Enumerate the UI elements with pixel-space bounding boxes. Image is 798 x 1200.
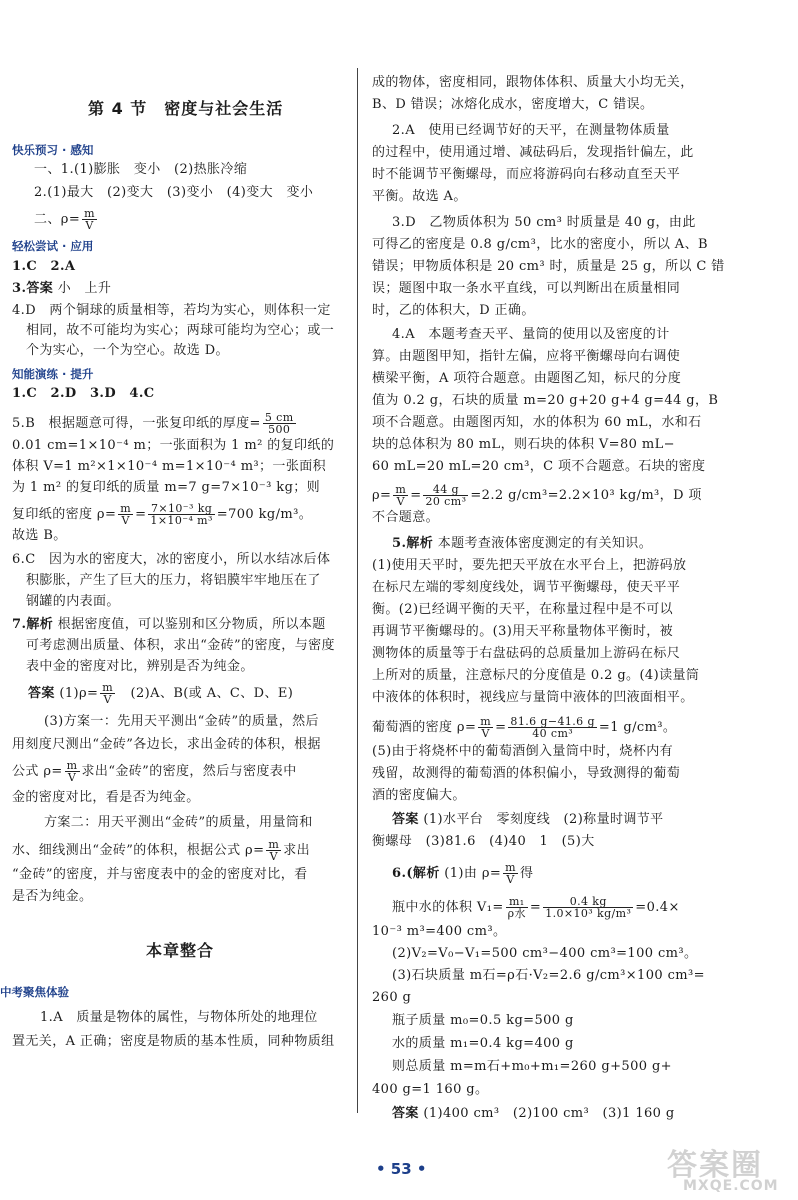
line: 1.C 2.D 3.D 4.C xyxy=(12,386,155,401)
line: 60 mL=20 mL=20 cm³，C 项不合题意。石块的密度 xyxy=(372,459,706,474)
watermark-logo xyxy=(665,1140,793,1198)
answer-label: 答案 xyxy=(28,686,55,701)
denominator: 40 cm³ xyxy=(532,727,574,740)
fraction xyxy=(266,839,281,862)
text: = xyxy=(410,488,422,503)
text: 水、细线测出“金砖”的体积，根据公式 ρ= xyxy=(12,843,265,858)
denominator: ρ水 xyxy=(507,907,526,920)
line: 横梁平衡，A 项符合题意。由题图乙知，标尺的分度 xyxy=(372,371,682,386)
line: 个为实心，一个为空心。故选 D。 xyxy=(26,343,229,358)
line: 金的密度对比，看是否为纯金。 xyxy=(12,790,200,805)
line: 260 g xyxy=(372,990,412,1005)
line: 4.A 本题考查天平、量筒的使用以及密度的计 xyxy=(392,327,670,342)
line: 6.C 因为水的密度大，冰的密度小，所以水结冰后体 xyxy=(12,552,331,567)
numerator: 7×10⁻³ kg xyxy=(148,503,214,515)
denominator: V xyxy=(506,873,515,886)
fraction xyxy=(148,503,214,526)
denominator: V xyxy=(103,693,112,706)
line: 方案二：用天平测出“金砖”的质量，用量筒和 xyxy=(44,815,313,830)
numerator: 44 g xyxy=(423,484,468,496)
line: 的过程中，使用通过增、减砝码后，发现指针偏左，此 xyxy=(372,145,694,160)
answer-label: 答案 xyxy=(392,1106,419,1121)
line: 相同，故不可能均为实心；两球可能均为空心；或一 xyxy=(26,323,335,338)
line: 用刻度尺测出“金砖”各边长，求出金砖的体积，根据 xyxy=(12,737,321,752)
numerator: m xyxy=(84,207,95,220)
numerator: m xyxy=(395,483,407,496)
text: 3. xyxy=(12,281,27,296)
line xyxy=(372,484,702,507)
line: 瓶子质量 m₀=0.5 kg=500 g xyxy=(392,1013,574,1028)
text: (1)由 ρ= xyxy=(439,866,502,881)
numerator: m xyxy=(120,502,132,515)
text: 瓶中水的体积 V₁= xyxy=(392,900,504,915)
text: (1)400 cm³ (2)100 cm³ (3)1 160 g xyxy=(418,1106,675,1121)
line xyxy=(12,281,111,297)
fraction xyxy=(393,484,408,507)
denominator: V xyxy=(85,219,94,232)
line xyxy=(12,760,297,783)
line: 时不能调节平衡螺母，而应将游码向右移动直至天平 xyxy=(372,167,681,182)
text: = xyxy=(495,720,507,735)
tag-preview: 快乐预习 · 感知 xyxy=(12,143,94,157)
formula-line xyxy=(34,208,99,231)
line: 成的物体，密度相同，跟物体体积、质量大小均无关， xyxy=(372,75,694,90)
analysis-label: 5.解析 xyxy=(392,536,434,551)
line: 中液体的体积时，视线应与量筒中液体的凹液面相平。 xyxy=(372,690,694,705)
text: 公式 ρ= xyxy=(12,764,63,779)
line: 残留，故测得的葡萄酒的体积偏小，导致测得的葡萄 xyxy=(372,766,681,781)
line: 可得乙的密度是 0.8 g/cm³，比水的密度小，所以 A、B xyxy=(372,237,708,252)
line: 上所对的质量，注意标尺的分度值是 0.2 g。(4)读量筒 xyxy=(372,668,700,683)
text: (1)水平台 零刻度线 (2)称量时调节平 xyxy=(418,812,664,827)
fraction xyxy=(263,412,296,435)
denominator: V xyxy=(67,771,77,784)
line: 400 g=1 160 g。 xyxy=(372,1082,489,1097)
line: 平衡。故选 A。 xyxy=(372,189,467,204)
text: 小 上升 xyxy=(53,281,112,296)
denominator: V xyxy=(481,727,490,740)
denominator: V xyxy=(269,850,278,863)
numerator: m xyxy=(480,715,492,728)
watermark-url: MXQE.COM xyxy=(683,1178,779,1194)
denominator: V xyxy=(121,514,130,527)
fraction xyxy=(506,896,528,919)
answer-label: 答案 xyxy=(26,281,54,296)
fraction xyxy=(65,760,80,783)
line: B、D 错误；冰熔化成水，密度增大，C 错误。 xyxy=(372,97,654,112)
text: 根据密度值，可以鉴别和区分物质，所以本题 xyxy=(53,617,326,632)
line: 为 1 m² 的复印纸的质量 m=7 g=7×10⁻³ kg；则 xyxy=(12,480,321,495)
text: =2.2 g/cm³=2.2×10³ kg/m³，D 项 xyxy=(470,488,702,503)
line: (2)V₂=V₀−V₁=500 cm³−400 cm³=100 cm³。 xyxy=(392,946,698,961)
line: 再调节平衡螺母的。(3)用天平称量物体平衡时，被 xyxy=(372,624,674,639)
text: 本题考查液体密度测定的有关知识。 xyxy=(433,536,653,551)
line: 则总质量 m=m石+m₀+m₁=260 g+500 g+ xyxy=(392,1059,672,1074)
text: 求出“金砖”的密度，然后与密度表中 xyxy=(81,764,297,779)
text: = xyxy=(529,900,542,915)
tag-exam: 中考聚焦体验 xyxy=(0,985,69,999)
line xyxy=(12,617,326,633)
right-column xyxy=(360,0,798,1140)
line: 误；题图中取一条水平直线，可以判断出在质量相同 xyxy=(372,281,681,296)
text: =0.4× xyxy=(635,900,680,915)
line: 钢罐的内表面。 xyxy=(26,594,120,609)
line: 值为 0.2 g，石块的质量 m=20 g+20 g+4 g=44 g，B xyxy=(372,393,719,408)
line xyxy=(392,862,533,885)
left-column xyxy=(0,0,357,1140)
line: 1.A 质量是物体的属性，与物体所处的地理位 xyxy=(40,1010,318,1025)
numerator: m xyxy=(268,838,280,851)
line xyxy=(392,536,652,552)
numerator: m xyxy=(66,759,78,772)
text: ρ= xyxy=(372,488,392,503)
tag-trial: 轻松尝试 · 应用 xyxy=(12,239,94,253)
text: 二、ρ= xyxy=(34,212,81,227)
text: (1)ρ= xyxy=(54,686,99,701)
line: (5)由于将烧杯中的葡萄酒倒入量筒中时，烧杯内有 xyxy=(372,744,674,759)
numerator: m xyxy=(102,681,114,694)
line: 4.D 两个铜球的质量相等，若均为实心，则体积一定 xyxy=(12,303,331,318)
line: 水的质量 m₁=0.4 kg=400 g xyxy=(392,1036,574,1051)
numerator: 5 cm xyxy=(264,411,294,424)
line: 测物体的质量等于右盘砝码的总质量加上游码在标尺 xyxy=(372,646,681,661)
line xyxy=(392,896,680,919)
line xyxy=(12,412,298,435)
watermark-text: 答案圈 xyxy=(667,1148,763,1183)
line: 复印纸的密度 ρ= $\frac{m}{V}$ = $\frac{\text{7×10⁻³ kg}}{\text{1×10⁻⁴ m³}}$ =700 kg/m³。 xyxy=(12,502,313,527)
text: 葡萄酒的密度 ρ= xyxy=(372,720,477,735)
line: 积膨胀，产生了巨大的压力，将铝膜牢牢地压在了 xyxy=(26,573,321,588)
line: 是否为纯金。 xyxy=(12,889,93,904)
fraction xyxy=(543,896,633,919)
line: 可考虑测出质量、体积，求出“金砖”的密度，与密度 xyxy=(26,638,335,653)
line xyxy=(372,716,676,739)
analysis-label: 6.(解析 xyxy=(392,866,440,881)
text: =700 kg/m³。 xyxy=(216,507,313,522)
numerator: 81.6 g−41.6 g xyxy=(510,715,595,728)
line: “金砖”的密度，并与密度表中的金的密度对比，看 xyxy=(12,867,308,882)
text: 得 xyxy=(520,866,534,881)
denominator: 1.0×10³ kg/m³ xyxy=(545,907,632,920)
line: 算。由题图甲知，指针左偏，应将平衡螺母向右调使 xyxy=(372,349,681,364)
line: 在标尺左端的零刻度线处，调节平衡螺母，使天平平 xyxy=(372,580,681,595)
numerator: m₁ xyxy=(506,896,528,908)
line: (3)方案一：先用天平测出“金砖”的质量，然后 xyxy=(44,714,319,729)
line xyxy=(12,839,310,862)
line: 项不合题意。由题图丙知，水的体积为 60 mL，水和石 xyxy=(372,415,702,430)
line: 衡螺母 (3)81.6 (4)40 1 (5)大 xyxy=(372,834,595,849)
line: 故选 B。 xyxy=(12,528,67,543)
numerator: m xyxy=(505,861,516,874)
fraction xyxy=(508,716,596,739)
line: 10⁻³ m³=400 cm³。 xyxy=(372,924,507,939)
tag-practice: 知能演练 · 提升 xyxy=(12,367,94,381)
line: 表中金的密度对比，辨别是否为纯金。 xyxy=(26,659,254,674)
fraction xyxy=(100,682,115,705)
line: 酒的密度偏大。 xyxy=(372,788,466,803)
line: (3)石块质量 m石=ρ石·V₂=2.6 g/cm³×100 cm³= xyxy=(392,968,705,983)
line: 0.01 cm=1×10⁻⁴ m；一张面积为 1 m² 的复印纸的 xyxy=(12,438,335,453)
line: 衡。(2)已经调平衡的天平，在称量过程中是不可以 xyxy=(372,602,674,617)
page-number: • 53 • xyxy=(376,1160,427,1178)
line: 一、1.(1)膨胀 变小 (2)热胀冷缩 xyxy=(34,162,248,177)
chapter-title: 本章整合 xyxy=(146,941,215,960)
denominator: 20 cm³ xyxy=(425,495,467,508)
text: 求出 xyxy=(283,843,311,858)
line: 2.(1)最大 (2)变大 (3)变小 (4)变大 变小 xyxy=(34,185,314,200)
fraction xyxy=(118,503,133,526)
line: 置无关，A 正确；密度是物质的基本性质，同种物质组 xyxy=(12,1034,335,1049)
text: 5.B 根据题意可得，一张复印纸的厚度= xyxy=(12,416,261,431)
denominator: V xyxy=(396,495,405,508)
answer-label: 答案 xyxy=(392,812,419,827)
line: 错误；甲物质体积是 20 cm³ 时，质量是 25 g，所以 C 错 xyxy=(372,259,725,274)
analysis-label: 7.解析 xyxy=(12,617,54,632)
section-title: 第 4 节 密度与社会生活 xyxy=(88,99,284,118)
line: 不合题意。 xyxy=(372,510,440,525)
fraction xyxy=(503,862,518,885)
line xyxy=(28,682,293,705)
text: =1 g/cm³。 xyxy=(598,720,677,735)
line: 块的总体积为 80 mL，则石块的体积 V=80 mL− xyxy=(372,437,675,452)
fraction xyxy=(478,716,493,739)
line xyxy=(392,1106,675,1122)
fraction xyxy=(82,208,97,231)
line: 时，乙的体积大，D 正确。 xyxy=(372,303,535,318)
line: 2.A 使用已经调节好的天平，在测量物体质量 xyxy=(392,123,670,138)
fraction xyxy=(423,484,468,507)
line: 体积 V=1 m²×1×10⁻⁴ m=1×10⁻⁴ m³；一张面积 xyxy=(12,459,327,474)
denominator: 1×10⁻⁴ m³ xyxy=(150,514,213,527)
line xyxy=(392,812,664,828)
numerator: 0.4 kg xyxy=(543,896,633,908)
column-divider xyxy=(357,68,358,1113)
text: 复印纸的密度 ρ= xyxy=(12,507,117,522)
line: (1)使用天平时，要先把天平放在水平台上，把游码放 xyxy=(372,558,687,573)
line: 3.D 乙物质体积为 50 cm³ 时质量是 40 g，由此 xyxy=(392,215,696,230)
line: 1.C 2.A xyxy=(12,259,76,274)
denominator: 500 xyxy=(268,423,291,436)
text: (2)A、B(或 A、C、D、E) xyxy=(117,686,294,701)
